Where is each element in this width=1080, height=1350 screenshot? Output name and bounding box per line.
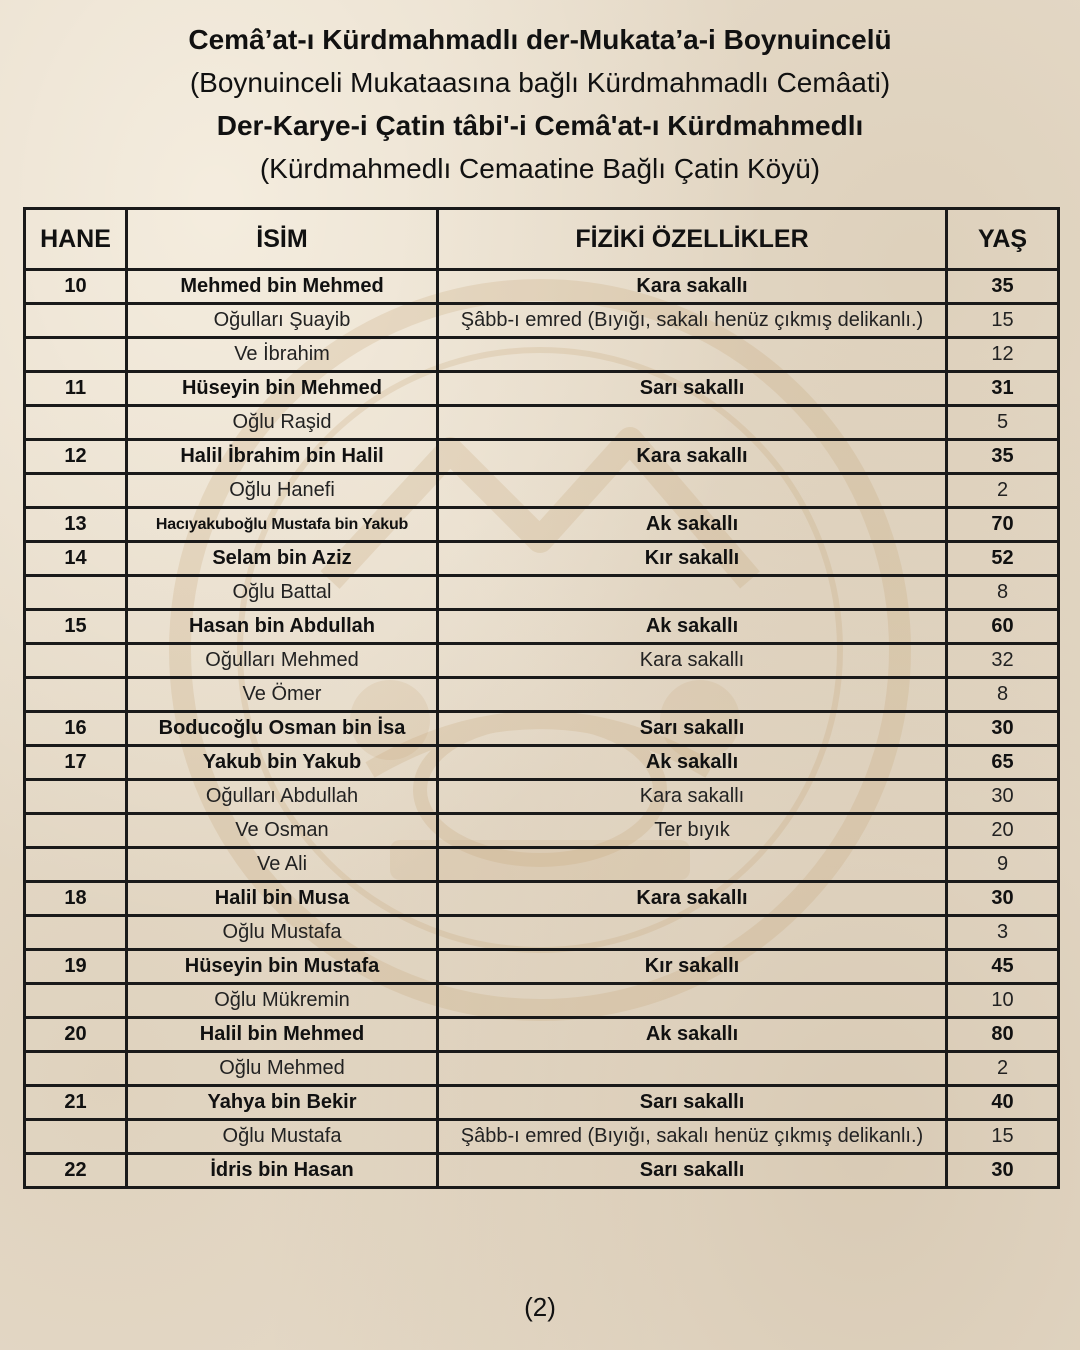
age-cell: 35 [947, 440, 1059, 474]
age-cell: 15 [947, 304, 1059, 338]
name-cell: Ve İbrahim [127, 338, 438, 372]
name-cell: Hacıyakuboğlu Mustafa bin Yakub [127, 508, 438, 542]
table-row [25, 1086, 1059, 1120]
physical-features-cell: Sarı sakallı [438, 712, 947, 746]
physical-features-cell: Sarı sakallı [438, 372, 947, 406]
age-cell: 8 [947, 576, 1059, 610]
age-cell: 5 [947, 406, 1059, 440]
name-cell: Hüseyin bin Mustafa [127, 950, 438, 984]
name-cell: Yakub bin Yakub [127, 746, 438, 780]
name-cell: Oğlu Raşid [127, 406, 438, 440]
age-cell: 80 [947, 1018, 1059, 1052]
name-cell: Ve Ali [127, 848, 438, 882]
table-row [25, 406, 1059, 440]
household-number-cell: 19 [25, 950, 127, 984]
household-number-cell: 11 [25, 372, 127, 406]
physical-features-cell [438, 576, 947, 610]
physical-features-cell: Kır sakallı [438, 950, 947, 984]
name-cell: Boducoğlu Osman bin İsa [127, 712, 438, 746]
name-cell: Oğulları Mehmed [127, 644, 438, 678]
table-header-row [25, 209, 1059, 270]
census-table [23, 207, 1060, 1189]
header-title-translation: (Boynuinceli Mukataasına bağlı Kürdmahmadlı Cemâati) [189, 67, 891, 98]
name-cell: Selam bin Aziz [127, 542, 438, 576]
household-number-cell [25, 474, 127, 508]
age-cell: 9 [947, 848, 1059, 882]
household-number-cell: 14 [25, 542, 127, 576]
household-number-cell: 21 [25, 1086, 127, 1120]
household-number-cell: 20 [25, 1018, 127, 1052]
physical-features-cell: Sarı sakallı [438, 1154, 947, 1188]
age-cell: 12 [947, 338, 1059, 372]
physical-features-cell [438, 916, 947, 950]
table-row [25, 678, 1059, 712]
name-cell: Oğlu Mustafa [127, 916, 438, 950]
household-number-cell [25, 338, 127, 372]
physical-features-cell: Kara sakallı [438, 882, 947, 916]
table-row [25, 916, 1059, 950]
name-cell: Oğlu Mustafa [127, 1120, 438, 1154]
table-row [25, 304, 1059, 338]
table-row [25, 984, 1059, 1018]
table-row [25, 542, 1059, 576]
name-cell: Oğulları Abdullah [127, 780, 438, 814]
name-cell: Mehmed bin Mehmed [127, 270, 438, 304]
name-cell: Ve Ömer [127, 678, 438, 712]
column-header-name: İSİM [127, 209, 438, 270]
household-number-cell: 10 [25, 270, 127, 304]
household-number-cell [25, 814, 127, 848]
table-row [25, 712, 1059, 746]
table-row [25, 848, 1059, 882]
name-cell: Hasan bin Abdullah [127, 610, 438, 644]
table-row [25, 610, 1059, 644]
table-row [25, 338, 1059, 372]
age-cell: 15 [947, 1120, 1059, 1154]
age-cell: 70 [947, 508, 1059, 542]
page-number: (2) [524, 1292, 556, 1322]
table-row [25, 1120, 1059, 1154]
age-cell: 20 [947, 814, 1059, 848]
physical-features-cell: Ak sakallı [438, 746, 947, 780]
table-row [25, 644, 1059, 678]
header-title-ottoman: Cemâ’at-ı Kürdmahmadlı der-Mukata’a-i Boynuincelü [188, 24, 892, 55]
table-row [25, 1052, 1059, 1086]
table-row [25, 882, 1059, 916]
household-number-cell [25, 780, 127, 814]
physical-features-cell: Sarı sakallı [438, 1086, 947, 1120]
name-cell: Halil bin Mehmed [127, 1018, 438, 1052]
physical-features-cell [438, 406, 947, 440]
physical-features-cell [438, 984, 947, 1018]
table-row [25, 950, 1059, 984]
household-number-cell [25, 304, 127, 338]
household-number-cell [25, 1120, 127, 1154]
household-number-cell [25, 916, 127, 950]
age-cell: 31 [947, 372, 1059, 406]
household-number-cell: 13 [25, 508, 127, 542]
table-row [25, 746, 1059, 780]
age-cell: 45 [947, 950, 1059, 984]
age-cell: 60 [947, 610, 1059, 644]
physical-features-cell: Ak sakallı [438, 508, 947, 542]
column-header-age: YAŞ [947, 209, 1059, 270]
column-header-physical: FİZİKİ ÖZELLİKLER [438, 209, 947, 270]
age-cell: 30 [947, 1154, 1059, 1188]
age-cell: 52 [947, 542, 1059, 576]
age-cell: 2 [947, 1052, 1059, 1086]
physical-features-cell [438, 678, 947, 712]
household-number-cell [25, 678, 127, 712]
physical-features-cell [438, 338, 947, 372]
table-row [25, 780, 1059, 814]
age-cell: 10 [947, 984, 1059, 1018]
physical-features-cell: Ak sakallı [438, 610, 947, 644]
table-row [25, 1018, 1059, 1052]
name-cell: Oğulları Şuayib [127, 304, 438, 338]
name-cell: Oğlu Battal [127, 576, 438, 610]
table-body [25, 270, 1059, 1188]
household-number-cell: 18 [25, 882, 127, 916]
household-number-cell [25, 984, 127, 1018]
table-row [25, 474, 1059, 508]
age-cell: 32 [947, 644, 1059, 678]
table-row [25, 440, 1059, 474]
document-header [0, 18, 1080, 190]
name-cell: Yahya bin Bekir [127, 1086, 438, 1120]
physical-features-cell [438, 474, 947, 508]
name-cell: Oğlu Mehmed [127, 1052, 438, 1086]
household-number-cell [25, 848, 127, 882]
household-number-cell [25, 406, 127, 440]
age-cell: 30 [947, 882, 1059, 916]
name-cell: İdris bin Hasan [127, 1154, 438, 1188]
physical-features-cell: Kara sakallı [438, 644, 947, 678]
physical-features-cell: Şâbb-ı emred (Bıyığı, sakalı henüz çıkmış delikanlı.) [438, 1120, 947, 1154]
name-cell: Halil İbrahim bin Halil [127, 440, 438, 474]
physical-features-cell [438, 1052, 947, 1086]
physical-features-cell: Kara sakallı [438, 440, 947, 474]
name-cell: Hüseyin bin Mehmed [127, 372, 438, 406]
column-header-hane: HANE [25, 209, 127, 270]
header-subtitle-ottoman: Der-Karye-i Çatin tâbi'-i Cemâ'at-ı Kürdmahmedlı [216, 110, 864, 141]
physical-features-cell: Kara sakallı [438, 270, 947, 304]
age-cell: 8 [947, 678, 1059, 712]
age-cell: 3 [947, 916, 1059, 950]
name-cell: Oğlu Hanefi [127, 474, 438, 508]
physical-features-cell: Kır sakallı [438, 542, 947, 576]
household-number-cell [25, 1052, 127, 1086]
age-cell: 35 [947, 270, 1059, 304]
name-cell: Halil bin Musa [127, 882, 438, 916]
table-row [25, 508, 1059, 542]
table-row [25, 270, 1059, 304]
age-cell: 30 [947, 712, 1059, 746]
physical-features-cell [438, 848, 947, 882]
physical-features-cell: Ter bıyık [438, 814, 947, 848]
table-row [25, 1154, 1059, 1188]
household-number-cell: 22 [25, 1154, 127, 1188]
household-number-cell [25, 644, 127, 678]
household-number-cell: 15 [25, 610, 127, 644]
physical-features-cell: Şâbb-ı emred (Bıyığı, sakalı henüz çıkmış delikanlı.) [438, 304, 947, 338]
age-cell: 2 [947, 474, 1059, 508]
household-number-cell: 17 [25, 746, 127, 780]
household-number-cell: 16 [25, 712, 127, 746]
table-row [25, 576, 1059, 610]
name-cell: Oğlu Mükremin [127, 984, 438, 1018]
physical-features-cell: Ak sakallı [438, 1018, 947, 1052]
age-cell: 30 [947, 780, 1059, 814]
table-row [25, 814, 1059, 848]
household-number-cell: 12 [25, 440, 127, 474]
header-subtitle-translation: (Kürdmahmedlı Cemaatine Bağlı Çatin Köyü) [259, 153, 821, 184]
physical-features-cell: Kara sakallı [438, 780, 947, 814]
age-cell: 40 [947, 1086, 1059, 1120]
table-row [25, 372, 1059, 406]
name-cell: Ve Osman [127, 814, 438, 848]
age-cell: 65 [947, 746, 1059, 780]
household-number-cell [25, 576, 127, 610]
